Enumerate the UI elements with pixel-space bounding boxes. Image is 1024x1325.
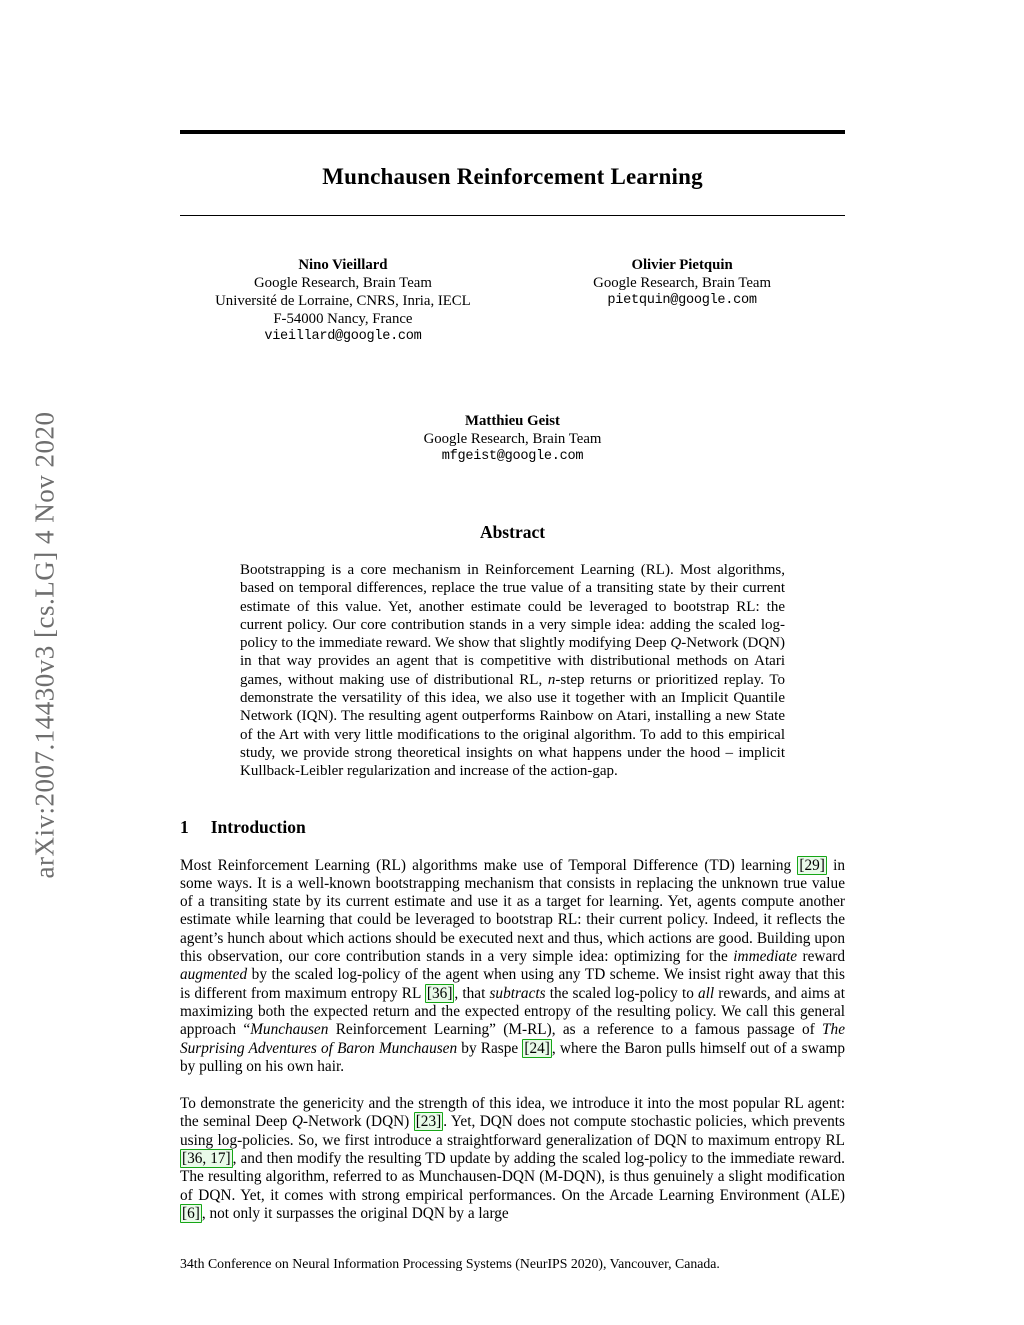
citation-link[interactable]: [23] (415, 1113, 442, 1131)
title-rule-thin (180, 215, 845, 216)
section-heading-introduction (180, 817, 845, 838)
text-segment: -Network (DQN) (302, 1113, 414, 1131)
author-name: Olivier Pietquin (631, 257, 733, 273)
author-name: Nino Vieillard (298, 257, 388, 273)
paper-content (180, 0, 845, 1272)
authors-row (180, 256, 845, 346)
text-segment: The Surprising Adventures of Baron Munchausen (180, 1021, 845, 1057)
text-segment: , and then modify the resulting TD update by adding the scaled log-policy to the immediate reward. The resulting algorithm, referred to as Munchausen-DQN (M-DQN), is thus genuinely a slight modification of DQN. Yet, it comes with strong empirical performances. On the Arcade Learning Environment (ALE) (180, 1150, 845, 1204)
author-email: mfgeist@google.com (441, 449, 584, 464)
text-segment: reward (797, 948, 845, 966)
text-segment: , not only it surpasses the original DQN by a large (201, 1204, 509, 1222)
author-email: vieillard@google.com (264, 329, 422, 344)
text-segment: all (697, 984, 715, 1002)
citation-link[interactable]: [6] (182, 1204, 200, 1222)
section-number: 1 (180, 816, 189, 837)
text-segment: Reinforcement Learning” (M-RL), as a reference to a famous passage of (328, 1021, 823, 1039)
text-segment: Munchausen (250, 1021, 329, 1039)
author-block-nino (180, 256, 506, 346)
abstract-heading: Abstract (479, 522, 546, 542)
text-segment: , where the Baron pulls himself out of a swamp by pulling on his own hair. (180, 1039, 845, 1075)
authors-row-center (180, 386, 845, 466)
text-segment: augmented (180, 966, 248, 984)
text-segment: Bootstrapping is a core mechanism in Reinforcement Learning (RL). Most algorithms, based on temporal differences, replace the true value of a transiting state by their current estimate of this value. Yet, another estimate could be leveraged to bootstrap RL: the current policy. Our core contribution stands in a very simple idea: adding the scaled log-policy to the immediate reward. We show that slightly modifying Deep (240, 562, 785, 652)
section-title: Introduction (210, 816, 306, 837)
author-affiliation: Université de Lorraine, CNRS, Inria, IECL (215, 293, 471, 309)
text-segment: by Raspe (457, 1039, 523, 1057)
text-segment: immediate (733, 948, 798, 966)
author-affiliation: Google Research, Brain Team (254, 275, 432, 291)
text-segment: , that (454, 984, 490, 1002)
citation-link[interactable]: [36] (426, 984, 453, 1002)
intro-paragraph-1 (180, 857, 845, 1077)
author-affiliation: Google Research, Brain Team (593, 275, 771, 291)
author-block-olivier (519, 256, 845, 346)
citation-link[interactable]: [36, 17] (182, 1150, 231, 1168)
text-segment: Q (291, 1113, 303, 1131)
citation-link[interactable]: [24] (524, 1039, 550, 1057)
text-segment: -step returns or prioritized replay. To demonstrate the versatility of this idea, we also use it together with an Implicit Quantile Network (IQN). The resulting agent outperforms Rainbow on Atari, installing a new State of the Art with very little modifications to the original algorithm. To add to this empirical study, we provide strong theoretical insights on what happens under the hood – implicit Kullback-Leibler regularization and increase of the action-gap. (240, 671, 785, 780)
paper-title: Munchausen Reinforcement Learning (322, 164, 703, 189)
text-segment: the scaled log-policy to (545, 984, 698, 1002)
text-segment: . Yet, DQN does not compute stochastic policies, which prevents using log-policies. So, we first introduce a straightforward generalization of DQN to maximum entropy RL (180, 1113, 845, 1149)
text-segment: -Network (DQN) in that way provides an agent that is competitive with distributional methods on Atari games, without making use of distributional RL, (240, 635, 786, 688)
text-segment: rewards, and aims at maximizing both the expected return and the expected entropy of the resulting policy. We call this general approach “ (180, 984, 845, 1039)
header-rule-thick (180, 130, 845, 134)
text-segment: subtracts (489, 984, 546, 1002)
text-segment: by the scaled log-policy of the agent when using any TD scheme. We insist right away that this is different from maximum entropy RL (180, 966, 845, 1002)
abstract-text (240, 561, 785, 781)
text-segment: n (547, 671, 556, 688)
text-segment: in some ways. It is a well-known bootstrapping mechanism that consists in replacing the unknown true value of a transiting state by its current estimate and use it as a target for learning. Yet, agents compute another estimate while learning that could be leveraged to bootstrap RL: their current policy. Indeed, it reflects the agent’s hunch about which actions should be executed next and thus, which actions are good. Building upon this observation, our core contribution stands in a very simple idea: optimizing for the (180, 856, 845, 966)
author-email: pietquin@google.com (607, 293, 757, 308)
citation-link[interactable]: [29] (799, 856, 825, 874)
conference-footnote: 34th Conference on Neural Information Processing Systems (NeurIPS 2020), Vancouver, Canada. (180, 1256, 720, 1272)
arxiv-sidebar-label: arXiv:2007.14430v3 [cs.LG] 4 Nov 2020 (29, 411, 60, 879)
author-name: Matthieu Geist (465, 413, 560, 429)
text-segment: Q (670, 635, 682, 652)
author-affiliation: F-54000 Nancy, France (273, 311, 413, 327)
text-segment: To demonstrate the genericity and the strength of this idea, we introduce it into the most popular RL agent: the seminal Deep (180, 1095, 845, 1131)
author-block-matthieu (180, 412, 845, 466)
text-segment: Most Reinforcement Learning (RL) algorithms make use of Temporal Difference (TD) learning (180, 856, 798, 874)
intro-paragraph-2 (180, 1095, 845, 1223)
author-affiliation: Google Research, Brain Team (423, 431, 602, 447)
